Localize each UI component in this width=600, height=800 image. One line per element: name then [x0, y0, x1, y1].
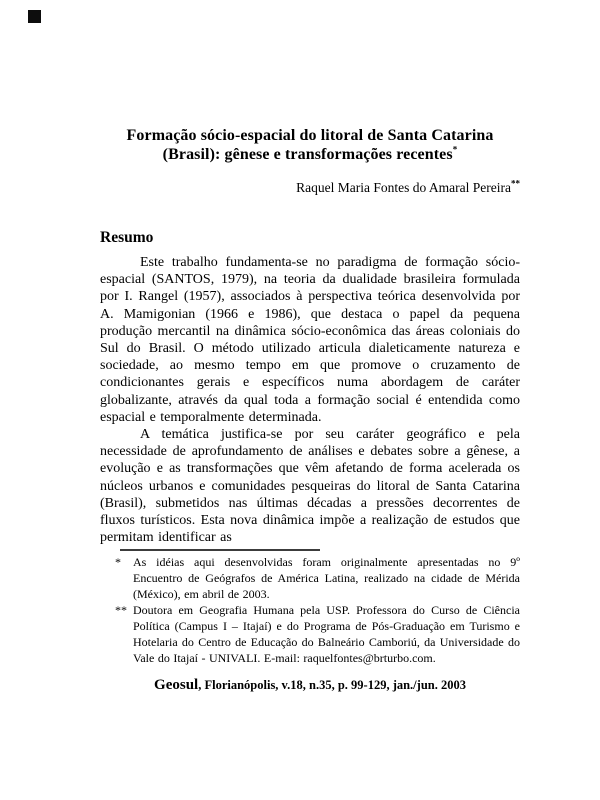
paper-title-line-1: Formação sócio-espacial do litoral de Santa Catarina: [126, 127, 494, 144]
footnote-asterisk: [115, 555, 520, 603]
footnote-text: As idéias aqui desenvolvidas foram originalmente apresentadas no 9º Encuentro de Geógrafos de América Latina, realizado na cidade de Mérida (México), em abril de 2003.: [133, 555, 520, 602]
abstract-heading: Resumo: [100, 229, 154, 246]
abstract-paragraph-1: Este trabalho fundamenta-se no paradigma de formação sócio-espacial (SANTOS, 1979), na teoria da dualidade brasileira formulada por I. Rangel (1957), associados à perspectiva teórica desenvolvida por A. Mamigonian (1966 e 1986), que destaca o papel da pequena produção mercantil na dinâmica sócio-econômica das áreas coloniais do Sul do Brasil. O método utilizado articula dialeticamente natureza e sociedade, ao mesmo tempo em que promove o cruzamento de condicionantes gerais e específicos numa abordagem de caráter globalizante, através da qual toda a formação social é entendida como espacial e temporalmente determinada.: [100, 255, 520, 425]
scan-corner-mark: [28, 10, 41, 23]
footnote-separator-rule: [120, 549, 320, 551]
footnote-marker: *: [115, 555, 121, 570]
author-footnote-marker: **: [511, 178, 520, 189]
title-footnote-marker: *: [452, 144, 458, 155]
journal-footer-citation: [100, 676, 520, 694]
paper-title-line-2: (Brasil): gênese e transformações recentes*: [162, 144, 458, 163]
footnote-text: Doutora em Geografia Humana pela USP. Professora do Curso de Ciência Política (Campus I – Itajaí) e do Programa de Pós-Graduação em Turismo e Hotelaria do Centro de Educação do Balneário Camboriú, da Universidade do Vale do Itajaí - UNIVALI. E-mail: raquelfontes@brturbo.com.: [133, 603, 520, 665]
footnotes-section: [100, 555, 520, 666]
author-line: [100, 179, 520, 196]
footnote-double-asterisk: [115, 603, 520, 667]
journal-citation-details: , Florianópolis, v.18, n.35, p. 99-129, jan./jun. 2003: [198, 677, 466, 692]
page-content: [100, 0, 520, 694]
abstract-paragraph-2: A temática justifica-se por seu caráter geográfico e pela necessidade de aprofundamento de análises e debates sobre a gênese, a evolução e as transformações que vêm afetando de forma acelerada os núcleos urbanos e comunidades pesqueiras do litoral de Santa Catarina (Brasil), submetidos nas últimas décadas a pressões decorrentes de fluxos turísticos. Esta nova dinâmica impõe a realização de estudos que permitam identificar as: [100, 427, 520, 546]
journal-name: Geosul: [154, 676, 199, 693]
footnote-marker: **: [115, 603, 127, 618]
author-name: Raquel Maria Fontes do Amaral Pereira: [296, 180, 511, 195]
paper-title: [100, 126, 520, 164]
